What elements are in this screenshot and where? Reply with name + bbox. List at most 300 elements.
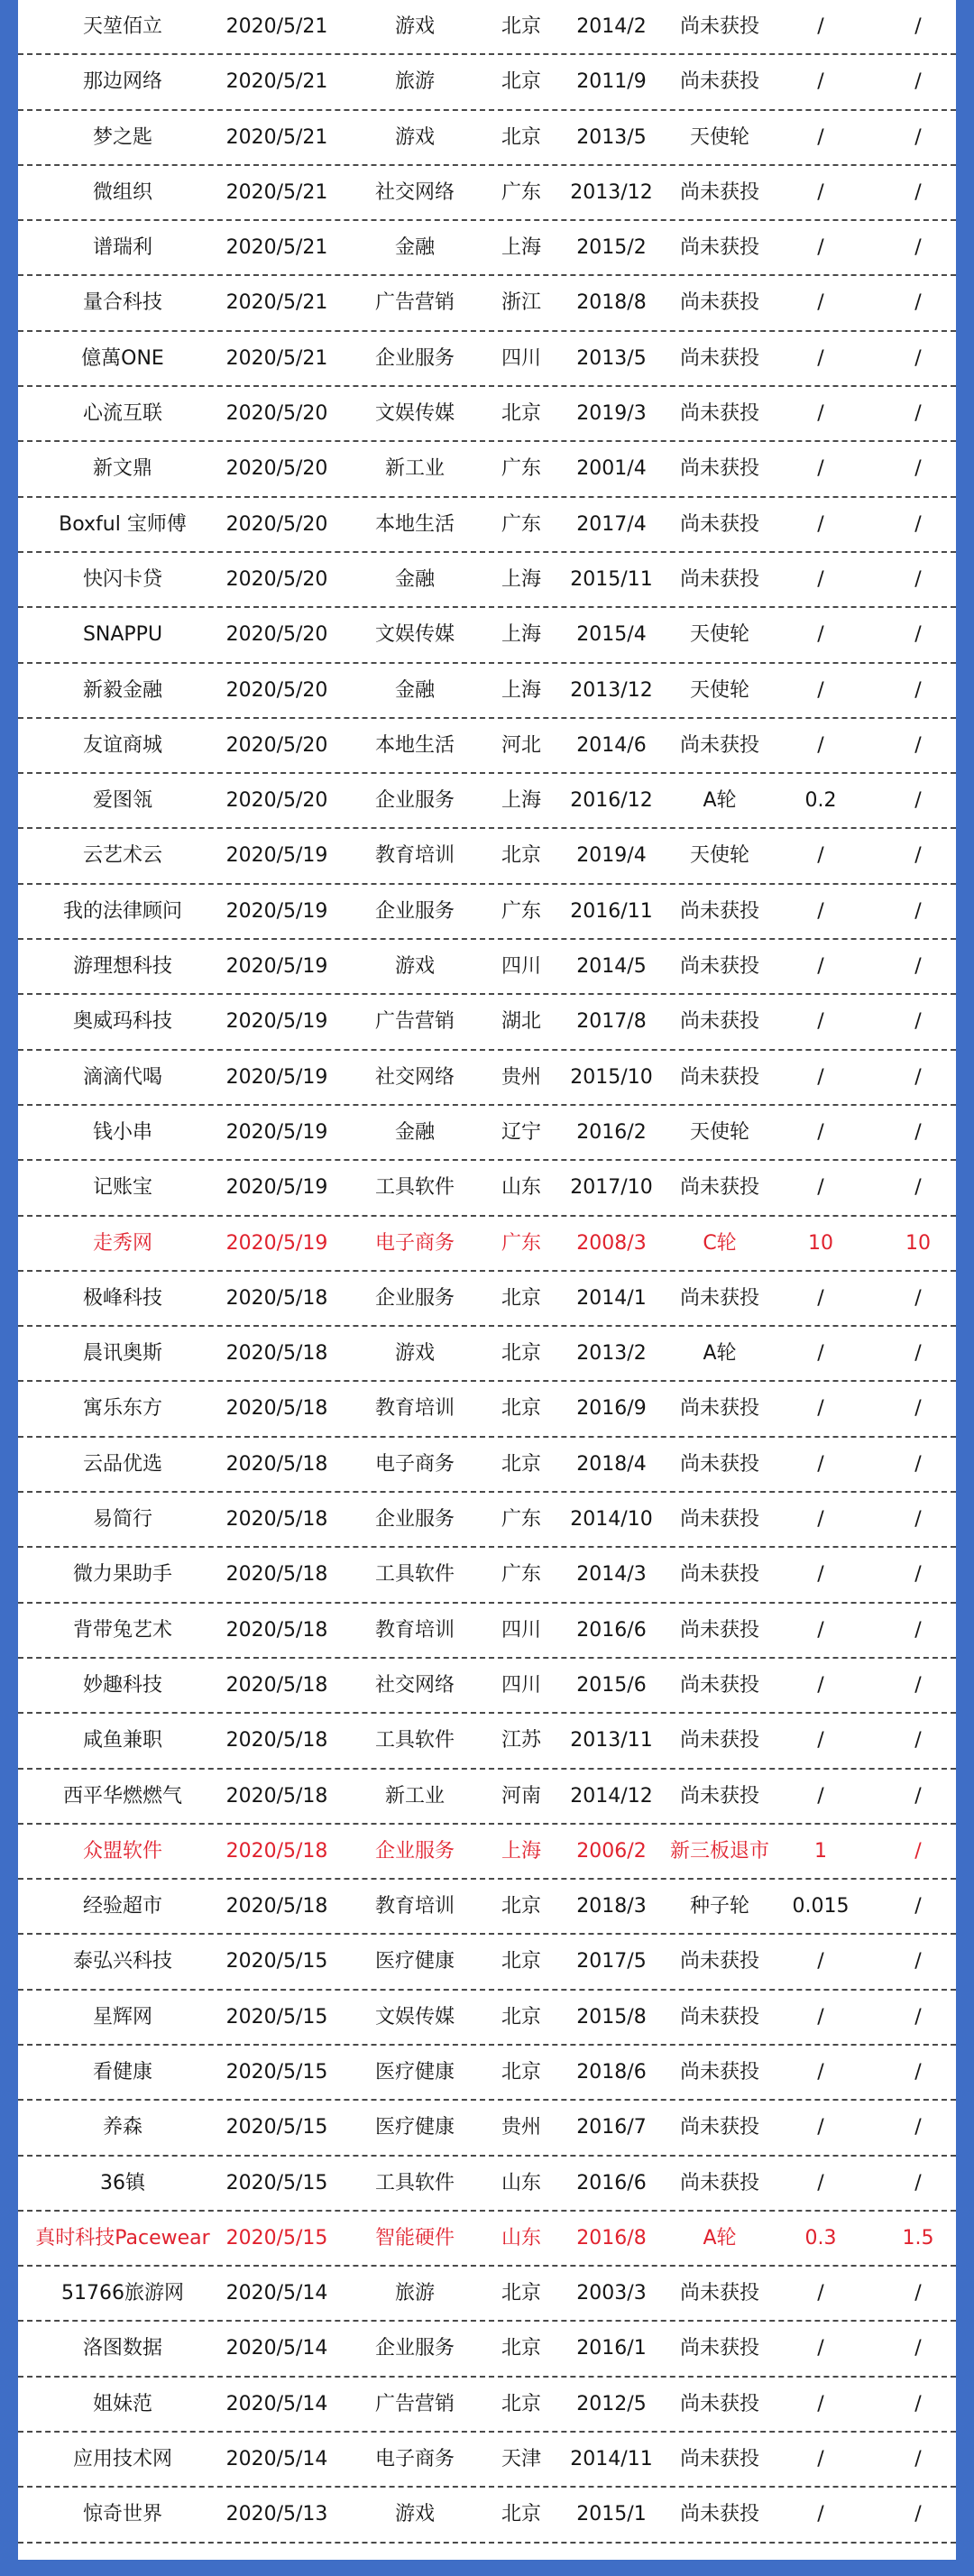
- table-row: [18, 2267, 956, 2322]
- founded-cell: 2015/4: [576, 623, 647, 647]
- founded-cell: 2016/12: [570, 789, 653, 813]
- date-cell: 2020/5/18: [225, 1342, 328, 1366]
- amount-2-cell: /: [914, 15, 922, 38]
- region-cell: 北京: [501, 402, 541, 426]
- date-cell: 2020/5/18: [225, 1729, 328, 1753]
- company-name-cell: Boxful 宝师傅: [59, 512, 187, 536]
- region-cell: 浙江: [501, 291, 541, 315]
- amount-1-cell: /: [817, 180, 824, 204]
- amount-1-cell: /: [817, 567, 824, 591]
- industry-cell: 智能硬件: [374, 2226, 455, 2249]
- amount-1-cell: /: [817, 1729, 824, 1753]
- date-cell: 2020/5/19: [225, 1065, 328, 1089]
- table-row: [18, 1217, 956, 1272]
- amount-2-cell: /: [914, 2503, 922, 2526]
- table-row: [18, 276, 956, 331]
- industry-cell: 广告营销: [374, 291, 455, 315]
- date-cell: 2020/5/19: [225, 1231, 328, 1255]
- amount-1-cell: /: [817, 125, 824, 149]
- amount-1-cell: /: [817, 2392, 824, 2415]
- table-row: [18, 553, 956, 608]
- founded-cell: 2014/11: [570, 2448, 653, 2471]
- round-cell: 天使轮: [689, 1120, 749, 1144]
- region-cell: 北京: [501, 1342, 541, 1366]
- round-cell: 尚未获投: [679, 2116, 759, 2139]
- table-row: [18, 1051, 956, 1106]
- table-row: [18, 940, 956, 995]
- amount-1-cell: /: [817, 2060, 824, 2084]
- amount-1-cell: /: [817, 402, 824, 426]
- founded-cell: 2015/11: [570, 567, 653, 591]
- amount-2-cell: /: [914, 1618, 922, 1642]
- table-row: [18, 2433, 956, 2488]
- round-cell: 尚未获投: [679, 567, 759, 591]
- company-name-cell: 寓乐东方: [82, 1397, 162, 1421]
- industry-cell: 游戏: [394, 2503, 435, 2526]
- industry-cell: 企业服务: [374, 899, 455, 923]
- amount-1-cell: /: [817, 1065, 824, 1089]
- industry-cell: 企业服务: [374, 789, 455, 813]
- industry-cell: 医疗健康: [374, 2116, 455, 2139]
- founded-cell: 2016/7: [576, 2116, 647, 2139]
- region-cell: 北京: [501, 1286, 541, 1310]
- company-name-cell: 晨讯奥斯: [82, 1342, 162, 1366]
- industry-cell: 金融: [394, 236, 435, 260]
- date-cell: 2020/5/21: [225, 291, 328, 315]
- region-cell: 广东: [501, 1508, 541, 1532]
- round-cell: 尚未获投: [679, 2171, 759, 2194]
- amount-1-cell: /: [817, 955, 824, 979]
- round-cell: 尚未获投: [679, 1397, 759, 1421]
- table-row: [18, 1382, 956, 1437]
- industry-cell: 企业服务: [374, 2337, 455, 2360]
- industry-cell: 游戏: [394, 15, 435, 38]
- company-name-cell: 极峰科技: [82, 1286, 162, 1310]
- round-cell: A轮: [703, 789, 737, 813]
- amount-2-cell: /: [914, 291, 922, 315]
- round-cell: 尚未获投: [679, 402, 759, 426]
- industry-cell: 企业服务: [374, 346, 455, 370]
- amount-2-cell: /: [914, 567, 922, 591]
- industry-cell: 企业服务: [374, 1508, 455, 1532]
- amount-1-cell: /: [817, 2282, 824, 2305]
- founded-cell: 2012/5: [576, 2392, 647, 2415]
- amount-1-cell: /: [817, 1286, 824, 1310]
- amount-2-cell: /: [914, 678, 922, 702]
- region-cell: 上海: [501, 236, 541, 260]
- table-row: [18, 1161, 956, 1216]
- industry-cell: 广告营销: [374, 2392, 455, 2415]
- founded-cell: 2016/1: [576, 2337, 647, 2360]
- amount-1-cell: /: [817, 1176, 824, 1200]
- table-row: [18, 1991, 956, 2046]
- amount-2-cell: /: [914, 1563, 922, 1587]
- region-cell: 广东: [501, 1563, 541, 1587]
- amount-2-cell: /: [914, 1176, 922, 1200]
- industry-cell: 企业服务: [374, 1286, 455, 1310]
- amount-2-cell: 1.5: [902, 2226, 934, 2249]
- date-cell: 2020/5/20: [225, 402, 328, 426]
- round-cell: 尚未获投: [679, 1618, 759, 1642]
- round-cell: 尚未获投: [679, 15, 759, 38]
- date-cell: 2020/5/19: [225, 899, 328, 923]
- region-cell: 四川: [501, 346, 541, 370]
- founded-cell: 2013/11: [570, 1729, 653, 1753]
- region-cell: 四川: [501, 955, 541, 979]
- amount-1-cell: /: [817, 15, 824, 38]
- founded-cell: 2013/12: [570, 180, 653, 204]
- company-name-cell: 看健康: [92, 2060, 152, 2084]
- amount-2-cell: /: [914, 899, 922, 923]
- amount-1-cell: /: [817, 1397, 824, 1421]
- date-cell: 2020/5/14: [225, 2337, 328, 2360]
- amount-2-cell: /: [914, 512, 922, 536]
- table-row: [18, 498, 956, 553]
- company-name-cell: 微力果助手: [72, 1563, 172, 1587]
- round-cell: 尚未获投: [679, 955, 759, 979]
- founded-cell: 2016/9: [576, 1397, 647, 1421]
- date-cell: 2020/5/15: [225, 2005, 328, 2029]
- company-name-cell: 新毅金融: [82, 678, 162, 702]
- industry-cell: 电子商务: [374, 1452, 455, 1476]
- amount-1-cell: /: [817, 1010, 824, 1034]
- company-name-cell: 51766旅游网: [61, 2282, 184, 2305]
- founded-cell: 2014/2: [576, 15, 647, 38]
- founded-cell: 2003/3: [576, 2282, 647, 2305]
- amount-2-cell: /: [914, 2060, 922, 2084]
- region-cell: 广东: [501, 512, 541, 536]
- founded-cell: 2014/12: [570, 1784, 653, 1808]
- industry-cell: 金融: [394, 567, 435, 591]
- round-cell: 尚未获投: [679, 1010, 759, 1034]
- table-row: [18, 1935, 956, 1990]
- company-name-cell: 那边网络: [82, 70, 162, 94]
- round-cell: 尚未获投: [679, 2503, 759, 2526]
- founded-cell: 2013/5: [576, 125, 647, 149]
- industry-cell: 电子商务: [374, 1231, 455, 1255]
- amount-1-cell: /: [817, 2005, 824, 2029]
- region-cell: 贵州: [501, 2116, 541, 2139]
- founded-cell: 2019/4: [576, 844, 647, 868]
- table-row: [18, 1438, 956, 1493]
- amount-1-cell: /: [817, 1452, 824, 1476]
- region-cell: 北京: [501, 125, 541, 149]
- region-cell: 北京: [501, 2503, 541, 2526]
- amount-2-cell: /: [914, 1010, 922, 1034]
- region-cell: 北京: [501, 2282, 541, 2305]
- industry-cell: 金融: [394, 678, 435, 702]
- company-name-cell: 新文鼎: [92, 457, 152, 481]
- amount-1-cell: /: [817, 623, 824, 647]
- round-cell: 尚未获投: [679, 1563, 759, 1587]
- region-cell: 四川: [501, 1673, 541, 1697]
- round-cell: 天使轮: [689, 678, 749, 702]
- amount-1-cell: /: [817, 346, 824, 370]
- table-row: [18, 774, 956, 829]
- amount-2-cell: /: [914, 1729, 922, 1753]
- amount-1-cell: /: [817, 2448, 824, 2471]
- amount-2-cell: /: [914, 2392, 922, 2415]
- amount-2-cell: /: [914, 346, 922, 370]
- table-row: [18, 1714, 956, 1769]
- date-cell: 2020/5/21: [225, 70, 328, 94]
- region-cell: 北京: [501, 844, 541, 868]
- table-row: [18, 166, 956, 221]
- amount-2-cell: /: [914, 402, 922, 426]
- region-cell: 北京: [501, 70, 541, 94]
- region-cell: 江苏: [501, 1729, 541, 1753]
- date-cell: 2020/5/19: [225, 1010, 328, 1034]
- industry-cell: 工具软件: [374, 1729, 455, 1753]
- region-cell: 河南: [501, 1784, 541, 1808]
- date-cell: 2020/5/20: [225, 457, 328, 481]
- founded-cell: 2013/2: [576, 1342, 647, 1366]
- round-cell: 尚未获投: [679, 1176, 759, 1200]
- table-row: [18, 387, 956, 442]
- table-row: [18, 0, 956, 55]
- founded-cell: 2017/4: [576, 512, 647, 536]
- table-row: [18, 2157, 956, 2212]
- amount-2-cell: /: [914, 457, 922, 481]
- amount-1-cell: /: [817, 733, 824, 757]
- table-row: [18, 2101, 956, 2156]
- round-cell: A轮: [703, 1342, 737, 1366]
- table-row: [18, 1880, 956, 1935]
- round-cell: A轮: [703, 2226, 737, 2249]
- region-cell: 北京: [501, 1452, 541, 1476]
- round-cell: 天使轮: [689, 125, 749, 149]
- industry-cell: 游戏: [394, 1342, 435, 1366]
- industry-cell: 企业服务: [374, 1839, 455, 1863]
- table-row: [18, 1327, 956, 1382]
- company-name-cell: 游理想科技: [72, 955, 172, 979]
- table-row: [18, 2378, 956, 2433]
- region-cell: 天津: [501, 2448, 541, 2471]
- company-name-cell: 36镇: [100, 2171, 145, 2194]
- date-cell: 2020/5/20: [225, 623, 328, 647]
- table-row: [18, 55, 956, 110]
- table-row: [18, 664, 956, 719]
- round-cell: 尚未获投: [679, 1784, 759, 1808]
- company-table: [18, 0, 956, 2544]
- industry-cell: 社交网络: [374, 1065, 455, 1089]
- amount-2-cell: /: [914, 70, 922, 94]
- round-cell: 尚未获投: [679, 1950, 759, 1973]
- industry-cell: 金融: [394, 1120, 435, 1144]
- company-name-cell: 云艺术云: [82, 844, 162, 868]
- amount-1-cell: /: [817, 1563, 824, 1587]
- table-row: [18, 719, 956, 774]
- founded-cell: 2008/3: [576, 1231, 647, 1255]
- amount-2-cell: /: [914, 789, 922, 813]
- founded-cell: 2016/11: [570, 899, 653, 923]
- round-cell: 尚未获投: [679, 70, 759, 94]
- region-cell: 河北: [501, 733, 541, 757]
- date-cell: 2020/5/15: [225, 2226, 328, 2249]
- table-row: [18, 885, 956, 940]
- founded-cell: 2016/8: [576, 2226, 647, 2249]
- amount-2-cell: /: [914, 1120, 922, 1144]
- date-cell: 2020/5/15: [225, 2116, 328, 2139]
- date-cell: 2020/5/20: [225, 733, 328, 757]
- amount-1-cell: 0.3: [804, 2226, 837, 2249]
- company-name-cell: 咸鱼兼职: [82, 1729, 162, 1753]
- date-cell: 2020/5/20: [225, 512, 328, 536]
- region-cell: 广东: [501, 180, 541, 204]
- amount-2-cell: /: [914, 955, 922, 979]
- table-row: [18, 442, 956, 497]
- founded-cell: 2018/3: [576, 1895, 647, 1918]
- date-cell: 2020/5/18: [225, 1397, 328, 1421]
- table-row: [18, 2212, 956, 2267]
- company-name-cell: 天堃佰立: [82, 15, 162, 38]
- date-cell: 2020/5/18: [225, 1895, 328, 1918]
- amount-2-cell: /: [914, 844, 922, 868]
- amount-2-cell: /: [914, 2171, 922, 2194]
- founded-cell: 2016/6: [576, 2171, 647, 2194]
- amount-1-cell: 1: [814, 1839, 827, 1863]
- round-cell: 尚未获投: [679, 512, 759, 536]
- industry-cell: 新工业: [384, 457, 445, 481]
- amount-1-cell: /: [817, 1673, 824, 1697]
- date-cell: 2020/5/21: [225, 15, 328, 38]
- amount-1-cell: /: [817, 2116, 824, 2139]
- founded-cell: 2014/6: [576, 733, 647, 757]
- founded-cell: 2015/8: [576, 2005, 647, 2029]
- table-row: [18, 111, 956, 166]
- round-cell: 尚未获投: [679, 346, 759, 370]
- date-cell: 2020/5/19: [225, 1176, 328, 1200]
- amount-2-cell: /: [914, 623, 922, 647]
- region-cell: 广东: [501, 457, 541, 481]
- company-name-cell: 心流互联: [82, 402, 162, 426]
- table-row: [18, 1272, 956, 1327]
- round-cell: 尚未获投: [679, 1065, 759, 1089]
- founded-cell: 2016/6: [576, 1618, 647, 1642]
- company-name-cell: 滴滴代喝: [82, 1065, 162, 1089]
- amount-1-cell: 0.015: [792, 1895, 850, 1918]
- round-cell: 尚未获投: [679, 2392, 759, 2415]
- founded-cell: 2018/4: [576, 1452, 647, 1476]
- date-cell: 2020/5/15: [225, 1950, 328, 1973]
- amount-1-cell: /: [817, 1618, 824, 1642]
- founded-cell: 2015/2: [576, 236, 647, 260]
- round-cell: 新三板退市: [669, 1839, 769, 1863]
- round-cell: 尚未获投: [679, 1508, 759, 1532]
- founded-cell: 2014/3: [576, 1563, 647, 1587]
- founded-cell: 2014/10: [570, 1508, 653, 1532]
- founded-cell: 2015/10: [570, 1065, 653, 1089]
- region-cell: 北京: [501, 2392, 541, 2415]
- round-cell: 尚未获投: [679, 1729, 759, 1753]
- company-name-cell: SNAPPU: [82, 623, 163, 647]
- industry-cell: 文娱传媒: [374, 402, 455, 426]
- amount-2-cell: /: [914, 1950, 922, 1973]
- amount-2-cell: /: [914, 236, 922, 260]
- company-name-cell: 梦之匙: [92, 125, 152, 149]
- amount-1-cell: /: [817, 2171, 824, 2194]
- company-name-cell: 易简行: [92, 1508, 152, 1532]
- company-name-cell: 微组织: [92, 180, 152, 204]
- amount-2-cell: /: [914, 733, 922, 757]
- region-cell: 上海: [501, 567, 541, 591]
- founded-cell: 2019/3: [576, 402, 647, 426]
- amount-1-cell: /: [817, 2337, 824, 2360]
- date-cell: 2020/5/14: [225, 2282, 328, 2305]
- amount-1-cell: /: [817, 236, 824, 260]
- company-name-cell: 億萬ONE: [81, 346, 164, 370]
- amount-1-cell: /: [817, 1508, 824, 1532]
- round-cell: 种子轮: [689, 1895, 749, 1918]
- company-name-cell: 应用技术网: [72, 2448, 172, 2471]
- round-cell: 尚未获投: [679, 291, 759, 315]
- industry-cell: 教育培训: [374, 1618, 455, 1642]
- founded-cell: 2018/6: [576, 2060, 647, 2084]
- round-cell: 尚未获投: [679, 457, 759, 481]
- founded-cell: 2011/9: [576, 70, 647, 94]
- date-cell: 2020/5/14: [225, 2448, 328, 2471]
- company-name-cell: 妙趣科技: [82, 1673, 162, 1697]
- table-row: [18, 1106, 956, 1161]
- company-name-cell: 量合科技: [82, 291, 162, 315]
- amount-2-cell: /: [914, 1839, 922, 1863]
- region-cell: 上海: [501, 623, 541, 647]
- company-name-cell: 背带兔艺术: [72, 1618, 172, 1642]
- round-cell: 尚未获投: [679, 2282, 759, 2305]
- industry-cell: 电子商务: [374, 2448, 455, 2471]
- founded-cell: 2016/2: [576, 1120, 647, 1144]
- founded-cell: 2015/1: [576, 2503, 647, 2526]
- amount-1-cell: /: [817, 291, 824, 315]
- date-cell: 2020/5/21: [225, 236, 328, 260]
- founded-cell: 2017/5: [576, 1950, 647, 1973]
- round-cell: 尚未获投: [679, 2448, 759, 2471]
- table-row: [18, 2488, 956, 2543]
- region-cell: 辽宁: [501, 1120, 541, 1144]
- founded-cell: 2017/10: [570, 1176, 653, 1200]
- date-cell: 2020/5/13: [225, 2503, 328, 2526]
- region-cell: 北京: [501, 1397, 541, 1421]
- date-cell: 2020/5/19: [225, 1120, 328, 1144]
- amount-2-cell: /: [914, 1065, 922, 1089]
- founded-cell: 2018/8: [576, 291, 647, 315]
- industry-cell: 教育培训: [374, 1397, 455, 1421]
- company-name-cell: 经验超市: [82, 1895, 162, 1918]
- industry-cell: 医疗健康: [374, 1950, 455, 1973]
- round-cell: C轮: [703, 1231, 737, 1255]
- industry-cell: 医疗健康: [374, 2060, 455, 2084]
- industry-cell: 教育培训: [374, 1895, 455, 1918]
- amount-2-cell: /: [914, 1895, 922, 1918]
- region-cell: 湖北: [501, 1010, 541, 1034]
- round-cell: 尚未获投: [679, 1673, 759, 1697]
- founded-cell: 2014/5: [576, 955, 647, 979]
- amount-1-cell: /: [817, 512, 824, 536]
- date-cell: 2020/5/18: [225, 1286, 328, 1310]
- date-cell: 2020/5/21: [225, 125, 328, 149]
- amount-2-cell: /: [914, 1286, 922, 1310]
- company-name-cell: 西平华燃燃气: [62, 1784, 182, 1808]
- amount-2-cell: /: [914, 2116, 922, 2139]
- table-row: [18, 1659, 956, 1714]
- date-cell: 2020/5/19: [225, 955, 328, 979]
- region-cell: 北京: [501, 1950, 541, 1973]
- date-cell: 2020/5/20: [225, 567, 328, 591]
- amount-2-cell: /: [914, 2337, 922, 2360]
- founded-cell: 2015/6: [576, 1673, 647, 1697]
- region-cell: 北京: [501, 15, 541, 38]
- company-name-cell: 友谊商城: [82, 733, 162, 757]
